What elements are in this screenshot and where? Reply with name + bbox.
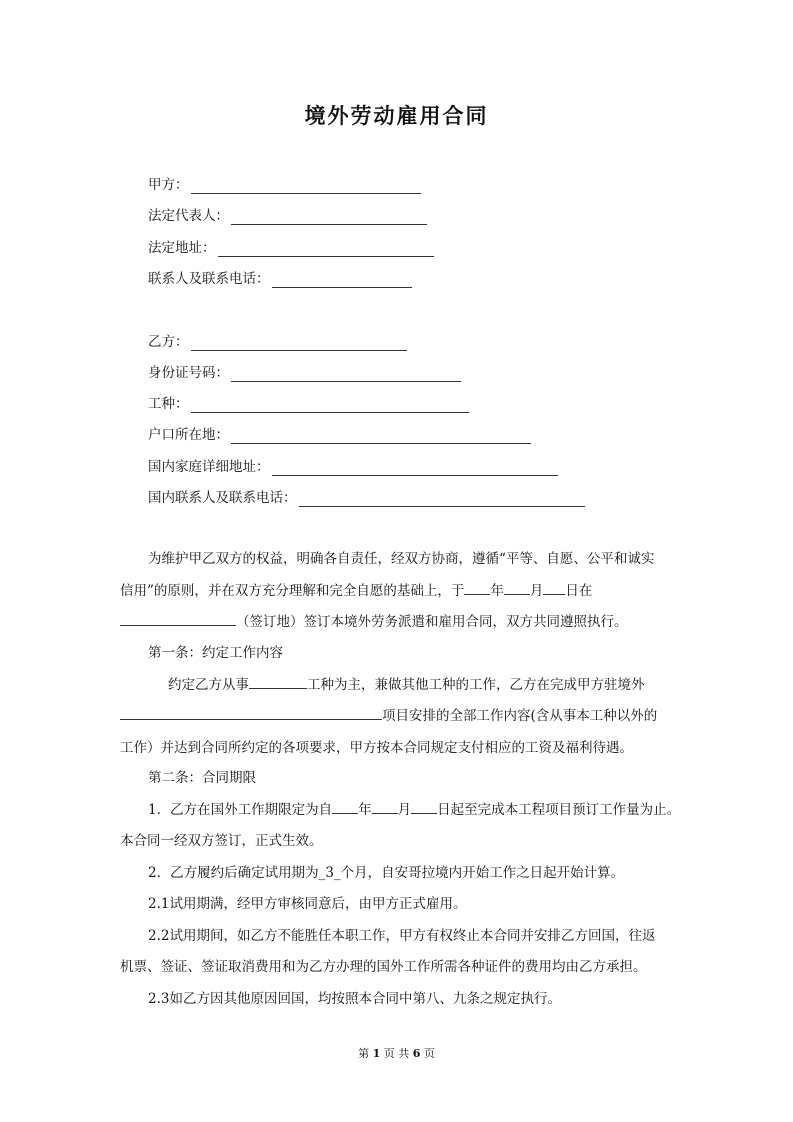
- page-footer: [0, 1045, 793, 1061]
- party-a-rep-field: [148, 207, 427, 225]
- party-a-contact-field: [148, 270, 412, 288]
- party-a-address-field: [148, 239, 434, 257]
- party-b-home-blank: [272, 461, 558, 476]
- document-title: 境外劳动雇用合同: [304, 103, 489, 128]
- intro-year-label: 年: [490, 582, 504, 599]
- party-b-id-label: 身份证号码：: [148, 365, 229, 381]
- party-b-home-field: [148, 458, 558, 476]
- article-2-p2: 2．乙方履约后确定试用期为_3_个月，自安哥拉境内开始工作之日起开始计算。: [148, 864, 625, 881]
- party-a-contact-label: 联系人及联系电话：: [148, 271, 270, 287]
- party-b-hukou-field: [148, 426, 531, 444]
- intro-day-blank: [543, 580, 565, 595]
- party-b-label: 乙方：: [148, 334, 189, 350]
- article-1-job-blank: [249, 674, 307, 689]
- article-2-year-blank: [332, 799, 358, 814]
- footer-page-number: 1: [372, 1047, 381, 1060]
- article-2-p1b: 日起至完成本工程项目预订工作量为止。: [437, 801, 681, 818]
- article-1-line-2: [120, 701, 675, 733]
- article-2-p1-line-2: 本合同一经双方签订，正式生效。: [120, 833, 323, 849]
- article-2: [120, 763, 681, 1015]
- article-2-p21: 2.1试用期满，经甲方审核同意后，由甲方正式雇用。: [148, 896, 467, 912]
- party-b-job-label: 工种：: [148, 396, 189, 412]
- footer-total-label: 共: [398, 1047, 410, 1060]
- party-b-contact-field: [148, 489, 585, 507]
- party-b-contact-label: 国内联系人及联系电话：: [148, 490, 297, 506]
- article-1-line-2b: 项目安排的全部工作内容(含从事本工种以外的: [382, 708, 658, 724]
- intro-line-2: [120, 576, 675, 608]
- party-b-blank: [191, 336, 407, 351]
- article-2-p22-line-1: 2.2试用期间，如乙方不能胜任本职工作，甲方有权终止本合同并安排乙方回国，往返: [148, 927, 656, 944]
- footer-total-unit: 页: [423, 1047, 435, 1060]
- party-b-id-field: [148, 364, 461, 382]
- party-a-address-label: 法定地址：: [148, 240, 216, 256]
- intro-month-label: 月: [529, 582, 544, 599]
- article-1-line-1b: 工种为主，兼做其他工种的工作，乙方在完成甲方驻境外: [307, 676, 645, 693]
- article-2-heading: 第二条：合同期限: [148, 770, 256, 786]
- article-1-project-blank: [120, 705, 382, 720]
- party-b-job-field: [148, 395, 469, 413]
- article-1: [120, 638, 675, 764]
- party-b-contact-blank: [299, 492, 585, 507]
- article-2-year-label: 年: [358, 801, 372, 818]
- party-a-rep-blank: [231, 210, 427, 225]
- footer-total-number: 6: [412, 1047, 421, 1060]
- intro-year-blank: [464, 580, 490, 595]
- article-2-month-blank: [372, 799, 398, 814]
- article-2-day-blank: [411, 799, 437, 814]
- intro-line-3-text: （签订地）签订本境外劳务派遣和雇用合同，双方共同遵照执行。: [236, 614, 628, 630]
- party-b-field: [148, 333, 407, 351]
- party-b-hukou-blank: [231, 429, 531, 444]
- intro-day-label: 日在: [565, 582, 593, 599]
- party-a-blank: [191, 179, 421, 194]
- intro-line-2-text: 信用”的原则，并在双方充分理解和完全自愿的基础上，于: [120, 582, 465, 599]
- article-1-line-1: [120, 670, 675, 702]
- article-2-p22-line-2: 机票、签证、签证取消费用和为乙方办理的国外工作所需各种证件的费用均由乙方承担。: [120, 959, 647, 975]
- intro-place-blank: [120, 611, 236, 626]
- party-b-id-blank: [231, 367, 461, 382]
- footer-page-label: 第: [358, 1047, 370, 1060]
- footer-page-unit: 页: [383, 1047, 395, 1060]
- party-a-address-blank: [218, 242, 434, 257]
- party-b-hukou-label: 户口所在地：: [148, 427, 229, 443]
- article-2-p1: [120, 795, 681, 827]
- intro-line-3: [120, 607, 675, 639]
- intro-paragraph: [120, 544, 675, 639]
- party-a-field: [148, 176, 421, 194]
- intro-month-blank: [504, 580, 530, 595]
- article-1-heading: 第一条：约定工作内容: [148, 645, 283, 661]
- intro-line-1: 为维护甲乙双方的权益，明确各自责任，经双方协商，遵循“平等、自愿、公平和诚实: [148, 551, 655, 567]
- article-2-month-label: 月: [397, 801, 412, 818]
- article-1-line-3: 工作）并达到合同所约定的各项要求，甲方按本合同规定支付相应的工资及福利待遇。: [120, 739, 633, 756]
- article-2-p23: 2.3如乙方因其他原因回国，均按照本合同中第八、九条之规定执行。: [148, 990, 561, 1007]
- party-b-home-label: 国内家庭详细地址：: [148, 459, 270, 475]
- party-b-job-blank: [191, 398, 469, 413]
- party-a-rep-label: 法定代表人：: [148, 208, 229, 224]
- party-a-label: 甲方：: [148, 177, 189, 193]
- article-1-line-1a: 约定乙方从事: [168, 676, 249, 693]
- party-a-contact-blank: [272, 273, 412, 288]
- article-2-p1a: 1．乙方在国外工作期限定为自: [148, 801, 333, 818]
